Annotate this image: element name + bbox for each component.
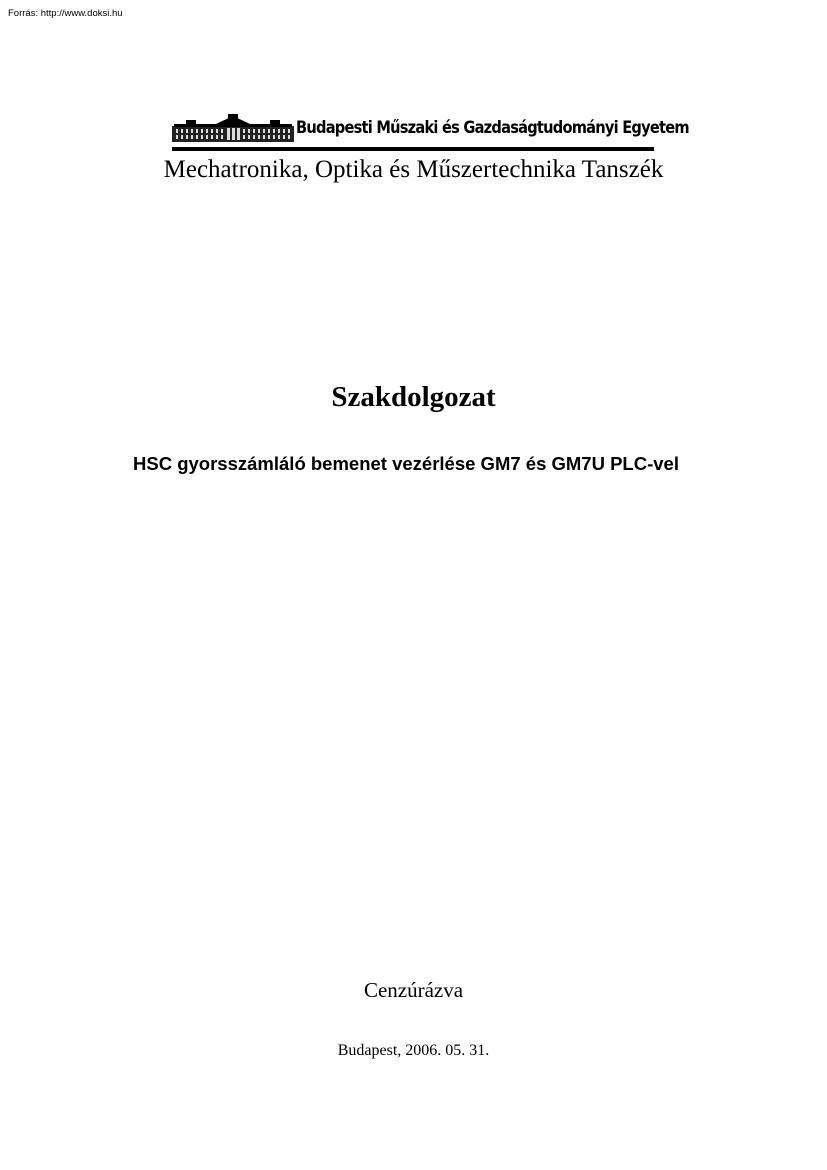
university-logo xyxy=(172,112,689,154)
thesis-title: HSC gyorsszámláló bemenet vezérlése GM7 és GM7U PLC-vel xyxy=(133,453,679,474)
document-type: Szakdolgozat xyxy=(331,381,496,413)
place-and-date: Budapest, 2006. 05. 31. xyxy=(337,1042,490,1059)
author-name: Cenzúrázva xyxy=(363,978,464,1002)
logo-underline xyxy=(172,147,654,151)
department-name: Mechatronika, Optika és Műszertechnika Tanszék xyxy=(163,156,664,183)
source-line: Forrás: http://www.doksi.hu xyxy=(8,8,123,19)
university-building-icon xyxy=(172,114,294,142)
university-name: Budapesti Műszaki és Gazdaságtudományi Egyetem xyxy=(296,118,689,138)
